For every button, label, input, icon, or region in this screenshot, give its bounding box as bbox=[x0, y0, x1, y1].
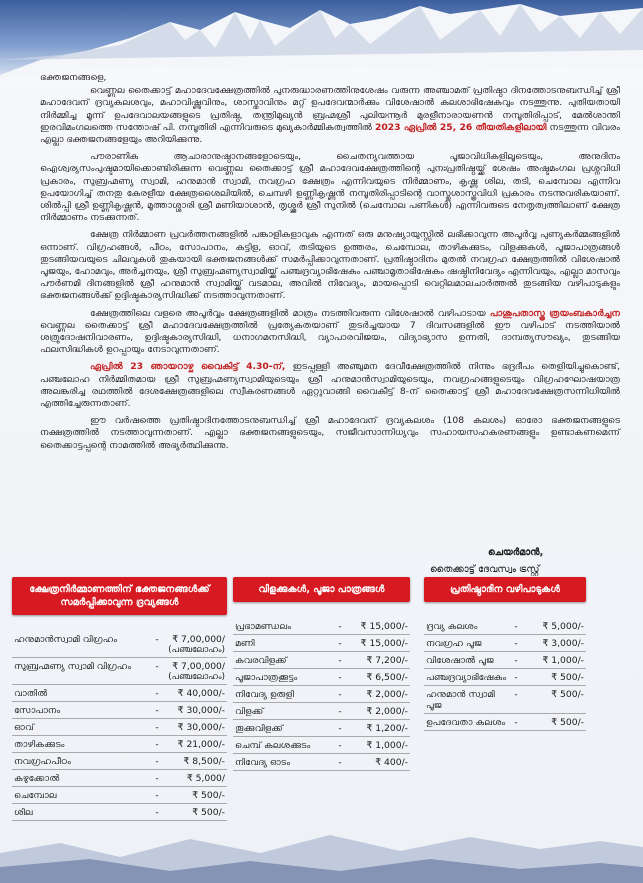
price-row bbox=[12, 631, 227, 658]
item-name: ഓവ് bbox=[14, 722, 34, 733]
letter-body bbox=[40, 72, 620, 457]
item-name: സുബ്രഹ്മണ്യ സ്വാമി വിഗ്രഹം bbox=[14, 661, 132, 672]
price-value: ₹ 21,000/- bbox=[177, 739, 225, 750]
signature-org: തൈക്കാട്ട് ദേവസ്വം ട്രസ്റ്റ് bbox=[430, 564, 540, 575]
donation-column-lamps bbox=[233, 577, 410, 771]
price-row bbox=[12, 685, 227, 702]
item-name: സോപാനം bbox=[14, 705, 61, 716]
item-price bbox=[524, 621, 584, 632]
item-name: ഹനുമാൻ സ്വാമി പൂജ bbox=[426, 689, 495, 711]
dash-separator: - bbox=[338, 672, 342, 683]
price-value: ₹ 500/- bbox=[192, 790, 225, 801]
price-value: ₹ 40,000/- bbox=[177, 688, 225, 699]
item-name: താഴികക്കുടം bbox=[14, 739, 65, 750]
price-value: ₹ 5,000/ bbox=[186, 773, 225, 784]
dash-separator: - bbox=[155, 773, 159, 784]
price-value: ₹ 15,000/- bbox=[360, 638, 408, 649]
price-value: ₹ 1,200/- bbox=[366, 723, 408, 734]
item-price bbox=[348, 689, 408, 700]
item-price bbox=[524, 672, 584, 683]
price-value: ₹ 7,00,000/ bbox=[172, 661, 225, 672]
price-value: ₹ 5,000/- bbox=[542, 621, 584, 632]
dash-separator: - bbox=[514, 689, 518, 700]
donation-column-offerings bbox=[424, 577, 586, 731]
procession-date: ഏപ്രിൽ 23 ഞായറാഴ്ച വൈകിട്ട് 4.30-ന്, bbox=[90, 361, 286, 373]
price-row bbox=[233, 737, 410, 754]
paragraph-2: പൗരാണിക ആചാരാനുഷ്ഠാനങ്ങളോടെയും, ചൈതന്യവത്തായ പൂജാവിധികളിലൂടെയും, അനുദിനം ഐശ്വര്യസംപുഷ്ടമായിക്കൊണ്ടിരിക്കുന്ന വെണ്ണല തൈക്കാട്ട് ശ്രീ മഹാദേവക്ഷേത്രത്തിന്റെ പുനഃപ്രതിഷ്ഠയ്ക്ക് ശേഷം അഷ്ടമംഗല പ്രശ്നവിധി പ്രകാരം, സുബ്രഹ്മണ്യ സ്വാമി, ഹനുമാൻ സ്വാമി, നവഗ്രഹ ക്ഷേത്രം എന്നിവയുടെ നിർമ്മാണം, കൃഷ്ണ ശില, തടി, ചെമ്പോല എന്നിവ ഉപയോഗിച്ച് തനതു കേരളീയ ക്ഷേത്രശൈലിയിൽ, ചെമ്പഴി ഉണ്ണികൃഷ്ണൻ നമ്പൂതിരിപ്പാടിന്റെ വാസ്തുശാസ്ത്രവിധി പ്രകാരം നടന്നുവരികയാണ്. ശിൽപ്പി ശ്രീ ഉണ്ണികൃഷ്ണൻ, മൂത്താശ്ശാരി ശ്രീ മണിയാശാൻ, തൃശ്ശൂർ ശ്രീ സുനിൽ (ചെമ്പോല പണികൾ) എന്നിവരുടെ നേതൃത്വത്തിലാണ് ക്ഷേത്ര നിർമ്മാണം നടക്കുന്നത്. bbox=[40, 151, 620, 224]
construction-items-header: ക്ഷേത്രനിർമ്മാണത്തിന് ഭക്തജനങ്ങൾക്ക് സമർപ്പിക്കാവുന്ന ദ്രവ്യങ്ങൾ bbox=[12, 577, 227, 615]
price-row bbox=[424, 686, 586, 714]
dash-separator: - bbox=[155, 807, 159, 818]
dash-separator: - bbox=[338, 621, 342, 632]
item-name: പൂജാപാത്രക്കൂട്ടം bbox=[235, 672, 298, 683]
item-name: ചെമ്പോല bbox=[14, 790, 57, 801]
dash-separator: - bbox=[338, 655, 342, 666]
item-name: വിളക്ക് bbox=[235, 706, 264, 717]
dash-separator: - bbox=[338, 689, 342, 700]
item-price bbox=[348, 757, 408, 768]
paragraph-5-text: ഇടപ്പള്ളി അഞ്ചുമന ദേവീക്ഷേത്രത്തിൽ നിന്നും ഭദ്രദീപം തെളിയിച്ചുകൊണ്ട്, പഞ്ചലോഹ നിർമ്മിതമായ ശ്രീ സുബ്രഹ്മണ്യസ്വാമിയുടെയും ശ്രീ ഹനുമാൻസ്വാമിയുടെയും, നവഗ്രഹങ്ങളുടെയും വിഗ്രഹഘോഷയാത്ര അലങ്കരിച്ച രഥത്തിൽ ദേശക്ഷേത്രങ്ങളിലെ സ്വീകരണങ്ങൾ ഏറ്റുവാങ്ങി വൈകീട്ട് 8-ന് തൈക്കാട്ട് ശ്രീ മഹാദേവക്ഷേത്രസന്നിധിയിൽ എത്തിച്ചേരുന്നതാണ്. bbox=[40, 361, 620, 410]
dash-separator: - bbox=[155, 661, 159, 672]
signature-title: ചെയർമാൻ, bbox=[488, 547, 544, 558]
dash-separator: - bbox=[155, 722, 159, 733]
item-name: മണി bbox=[235, 638, 255, 649]
dash-separator: - bbox=[155, 739, 159, 750]
item-price bbox=[165, 722, 225, 733]
pratishta-offerings-list bbox=[424, 618, 586, 731]
item-price bbox=[165, 756, 225, 767]
dash-separator: - bbox=[155, 634, 159, 645]
dash-separator: - bbox=[514, 655, 518, 666]
item-name: ദ്രവ്യ കലശം bbox=[426, 621, 478, 632]
item-name: പ്രഭാമണ്ഡലം bbox=[235, 621, 292, 632]
construction-items-list bbox=[12, 631, 227, 821]
item-price bbox=[165, 739, 225, 750]
item-name: തൂക്കുവിളക്ക് bbox=[235, 723, 284, 734]
item-price bbox=[524, 655, 584, 666]
item-price bbox=[165, 634, 225, 655]
price-row bbox=[12, 736, 227, 753]
paragraph-4 bbox=[40, 308, 620, 357]
item-name: കഴുക്കോൽ bbox=[14, 773, 60, 784]
item-price bbox=[348, 706, 408, 717]
dash-separator: - bbox=[338, 740, 342, 751]
dash-separator: - bbox=[338, 723, 342, 734]
item-price bbox=[348, 655, 408, 666]
price-row bbox=[233, 703, 410, 720]
dash-separator: - bbox=[155, 705, 159, 716]
price-value: ₹ 500/- bbox=[192, 807, 225, 818]
price-value: ₹ 2,000/- bbox=[366, 706, 408, 717]
dash-separator: - bbox=[338, 706, 342, 717]
item-name: നിവേദ്യ ഉരുളി bbox=[235, 689, 295, 700]
item-name: വിശേഷാൽ പൂജ bbox=[426, 655, 494, 666]
price-row bbox=[12, 702, 227, 719]
paragraph-4-end: വെണ്ണല തൈക്കാട്ട് ശ്രീ മഹാദേവക്ഷേത്രത്തിൽ പ്രത്യേകതയാണ് തുടർച്ചയായ 7 ദിവസങ്ങളിൽ ഈ വഴിപാട് നടത്തിയാൽ ശത്രുദോഷനിവാരണം, ഉദ്ദിഷ്ടകാര്യസിദ്ധി, ധനാഗമനസിദ്ധി, വ്യാപാരവിജയം, വിദ്യാഭ്യാസ ഉന്നതി, ദാമ്പത്യസൗഖ്യം, തുടങ്ങിയ ഫലസിദ്ധികൾ ഉറപ്പായും നേടാവുന്നതാണ്. bbox=[40, 319, 620, 356]
price-row bbox=[424, 714, 586, 731]
price-value: ₹ 1,000/- bbox=[366, 740, 408, 751]
paragraph-6: ഈ വർഷത്തെ പ്രതിഷ്ഠാദിനത്തോടനുബന്ധിച്ച് ശ്രീ മഹാദേവന് ദ്രവ്യകലശം (108 കലശം) ഓരോ ഭക്തജനങ്ങളുടെ നക്ഷത്രത്തിൽ നടത്താവുന്നതാണ്. എല്ലാ ഭക്തജനങ്ങളുടെയും, സജീവസാന്നിധ്യവും സഹായസഹകരണങ്ങളും ഉണ്ടാകണമെന്ന് തൈക്കാട്ടപ്പന്റെ നാമത്തിൽ അഭ്യർത്ഥിക്കുന്നു. bbox=[40, 415, 620, 451]
price-row bbox=[233, 652, 410, 669]
price-row bbox=[424, 618, 586, 635]
dash-separator: - bbox=[155, 756, 159, 767]
price-row bbox=[233, 635, 410, 652]
lamps-vessels-header: വിളക്കുകൾ, പൂജാ പാത്രങ്ങൾ bbox=[233, 577, 410, 602]
item-name: ശില bbox=[14, 807, 33, 818]
price-row bbox=[424, 669, 586, 686]
price-value: ₹ 1,000/- bbox=[542, 655, 584, 666]
pratishta-offerings-header: പ്രതിഷ്ഠാദിന വഴിപാടുകൾ bbox=[424, 577, 586, 602]
donation-column-construction bbox=[12, 577, 227, 821]
lamps-vessels-list bbox=[233, 618, 410, 771]
material-note: (പഞ്ചലോഹം) bbox=[168, 672, 225, 682]
item-name: ഉപദേവതാ കലശം bbox=[426, 717, 506, 728]
item-name: നിവേദ്യ ഓടം bbox=[235, 757, 291, 768]
price-row bbox=[12, 787, 227, 804]
dash-separator: - bbox=[514, 638, 518, 649]
price-value: ₹ 500/- bbox=[551, 689, 584, 700]
item-price bbox=[524, 689, 584, 700]
price-value: ₹ 30,000/- bbox=[177, 722, 225, 733]
special-offering-name: പാശുപതാസ്ത്ര ത്രയംബകാർച്ചന bbox=[489, 307, 621, 319]
item-price bbox=[165, 705, 225, 716]
price-value: ₹ 2,000/- bbox=[366, 689, 408, 700]
dash-separator: - bbox=[338, 638, 342, 649]
paragraph-5 bbox=[40, 361, 620, 410]
price-row bbox=[233, 618, 410, 635]
price-row bbox=[233, 754, 410, 771]
item-price bbox=[348, 621, 408, 632]
price-row bbox=[424, 652, 586, 669]
item-price bbox=[524, 638, 584, 649]
item-price bbox=[348, 723, 408, 734]
price-row bbox=[424, 635, 586, 652]
price-row bbox=[233, 720, 410, 737]
price-row bbox=[12, 719, 227, 736]
paragraph-1-text: വെണ്ണല തൈക്കാട്ട് മഹാദേവക്ഷേത്രത്തിൽ പുനരുദ്ധാരണത്തിനുശേഷം വരുന്ന അഞ്ചാമത് പ്രതിഷ്ഠാ ദിനത്തോടനുബന്ധിച്ച് ശ്രീ മഹാദേവന് ദ്രവ്യകലശവും, മഹാവിഷ്ണുവിനും, ശാസ്താവിനും മറ്റ് ഉപദേവന്മാർക്കും വിശേഷാൽ കലശാഭിഷേകവും നടത്തുന്നു. പുതിയതായി നിർമ്മിച്ച മൂന്ന് ഉപദേവാലയങ്ങളുടെ പ്രതിഷ്ഠ, തന്ത്രിമുഖ്യൻ ബ്രഹ്മശ്രീ പുലിയന്നൂർ മുരളീനാരായണൻ നമ്പൂതിരിപ്പാട്, മേൽശാന്തി ഇരവിമംഗലത്തെ സന്തോഷ് പി. നമ്പൂതിരി എന്നിവരുടെ മുഖ്യകാർമ്മികത്വത്തിൽ bbox=[40, 85, 620, 133]
price-row bbox=[233, 686, 410, 703]
item-name: ഹനുമാൻസ്വാമി വിഗ്രഹം bbox=[14, 634, 118, 645]
price-row bbox=[233, 669, 410, 686]
dash-separator: - bbox=[338, 757, 342, 768]
material-note: (പഞ്ചലോഹം) bbox=[168, 645, 225, 655]
item-price bbox=[348, 672, 408, 683]
price-row bbox=[12, 770, 227, 787]
item-name: നവഗ്രഹ പൂജ bbox=[426, 638, 482, 649]
item-price bbox=[348, 740, 408, 751]
mountain-footer-image bbox=[0, 813, 643, 883]
price-value: ₹ 500/- bbox=[551, 672, 584, 683]
paragraph-1-end: നടത്തുന്ന വിവരം എല്ലാ ഭക്തജനങ്ങളേയും അറിയിക്കുന്നു. bbox=[40, 121, 621, 146]
dash-separator: - bbox=[155, 790, 159, 801]
price-value: ₹ 500/- bbox=[551, 717, 584, 728]
price-value: ₹ 7,00,000/ bbox=[172, 634, 225, 645]
price-value: ₹ 30,000/- bbox=[177, 705, 225, 716]
paragraph-4-text: ക്ഷേത്രത്തിലെ വളരെ അപൂർവ്വം ക്ഷേത്രങ്ങളിൽ മാത്രം നടത്തിവരുന്ന വിശേഷാൽ വഴിപാടായ bbox=[90, 307, 486, 319]
paragraph-1 bbox=[40, 85, 620, 146]
item-name: കവരവിളക്ക് bbox=[235, 655, 287, 666]
item-name: നവഗ്രഹപീഠം bbox=[14, 756, 71, 767]
dash-separator: - bbox=[514, 621, 518, 632]
price-value: ₹ 7,200/- bbox=[366, 655, 408, 666]
price-row bbox=[12, 753, 227, 770]
item-price bbox=[524, 717, 584, 728]
item-price bbox=[348, 638, 408, 649]
paragraph-3: ക്ഷേത്ര നിർമ്മാണ പ്രവർത്തനങ്ങളിൽ പങ്കാളികളാവുക എന്നത് ഒരു മനുഷ്യായുസ്സിൽ ലഭിക്കാവുന്ന അപൂർവ്വ പുണ്യകർമ്മങ്ങളിൽ ഒന്നാണ്. വിഗ്രഹങ്ങൾ, പീഠം, സോപാനം, കട്ടിള, ഓവ്, തടിയുടെ ഉത്തരം, ചെമ്പോല, താഴികക്കുടം, വിളക്കുകൾ, പൂജാപാത്രങ്ങൾ തുടങ്ങിയവയുടെ ചിലവുകൾ തുകയായി ഭക്തജനങ്ങൾക്ക് സമർപ്പിക്കാവുന്നതാണ്. പ്രതിഷ്ഠാദിനം മുതൽ നവഗ്രഹ ക്ഷേത്രത്തിൽ വിശേഷാൽ പൂജയും, ഹോമവും, അർച്ചനയും, ശ്രീ സുബ്രഹ്മണ്യസ്വാമിയ്ക്ക് പഞ്ചദ്രവ്യാഭിഷേകം പഞ്ചാമൃതാഭിഷേകം ഷഷ്ഠിനിവേദ്യം എന്നിവയും, എല്ലാ മാസവും പൗർണമി ദിനങ്ങളിൽ ശ്രീ ഹനുമാൻ സ്വാമിയ്ക്ക് വടമാല, അവിൽ നിവേദ്യം, മായപ്പൊടി വെറ്റിലമാലചാർത്തൽ തുടങ്ങിയ വഴിപാടുകളും ഭക്തജനങ്ങൾക്ക് ഉദ്ദിഷ്ടകാര്യസിദ്ധിക്ക് നടത്താവുന്നതാണ്. bbox=[40, 229, 620, 302]
salutation: ഭക്തജനങ്ങളെ, bbox=[40, 72, 107, 83]
item-price bbox=[165, 790, 225, 801]
price-value: ₹ 6,500/- bbox=[366, 672, 408, 683]
price-row bbox=[12, 658, 227, 685]
dash-separator: - bbox=[514, 672, 518, 683]
item-price bbox=[165, 688, 225, 699]
item-name: ചെമ്പ് കലശക്കുടം bbox=[235, 740, 311, 751]
dash-separator: - bbox=[514, 717, 518, 728]
item-name: പഞ്ചദ്രവ്യാഭിഷേകം bbox=[426, 672, 507, 683]
item-price bbox=[165, 661, 225, 682]
event-dates: 2023 ഏപ്രിൽ 25, 26 തീയതികളിലായി bbox=[375, 121, 547, 133]
price-value: ₹ 15,000/- bbox=[360, 621, 408, 632]
price-value: ₹ 3,000/- bbox=[542, 638, 584, 649]
price-value: ₹ 400/- bbox=[375, 757, 408, 768]
price-value: ₹ 8,500/- bbox=[183, 756, 225, 767]
item-price bbox=[165, 773, 225, 784]
item-name: വാതിൽ bbox=[14, 688, 48, 699]
dash-separator: - bbox=[155, 688, 159, 699]
